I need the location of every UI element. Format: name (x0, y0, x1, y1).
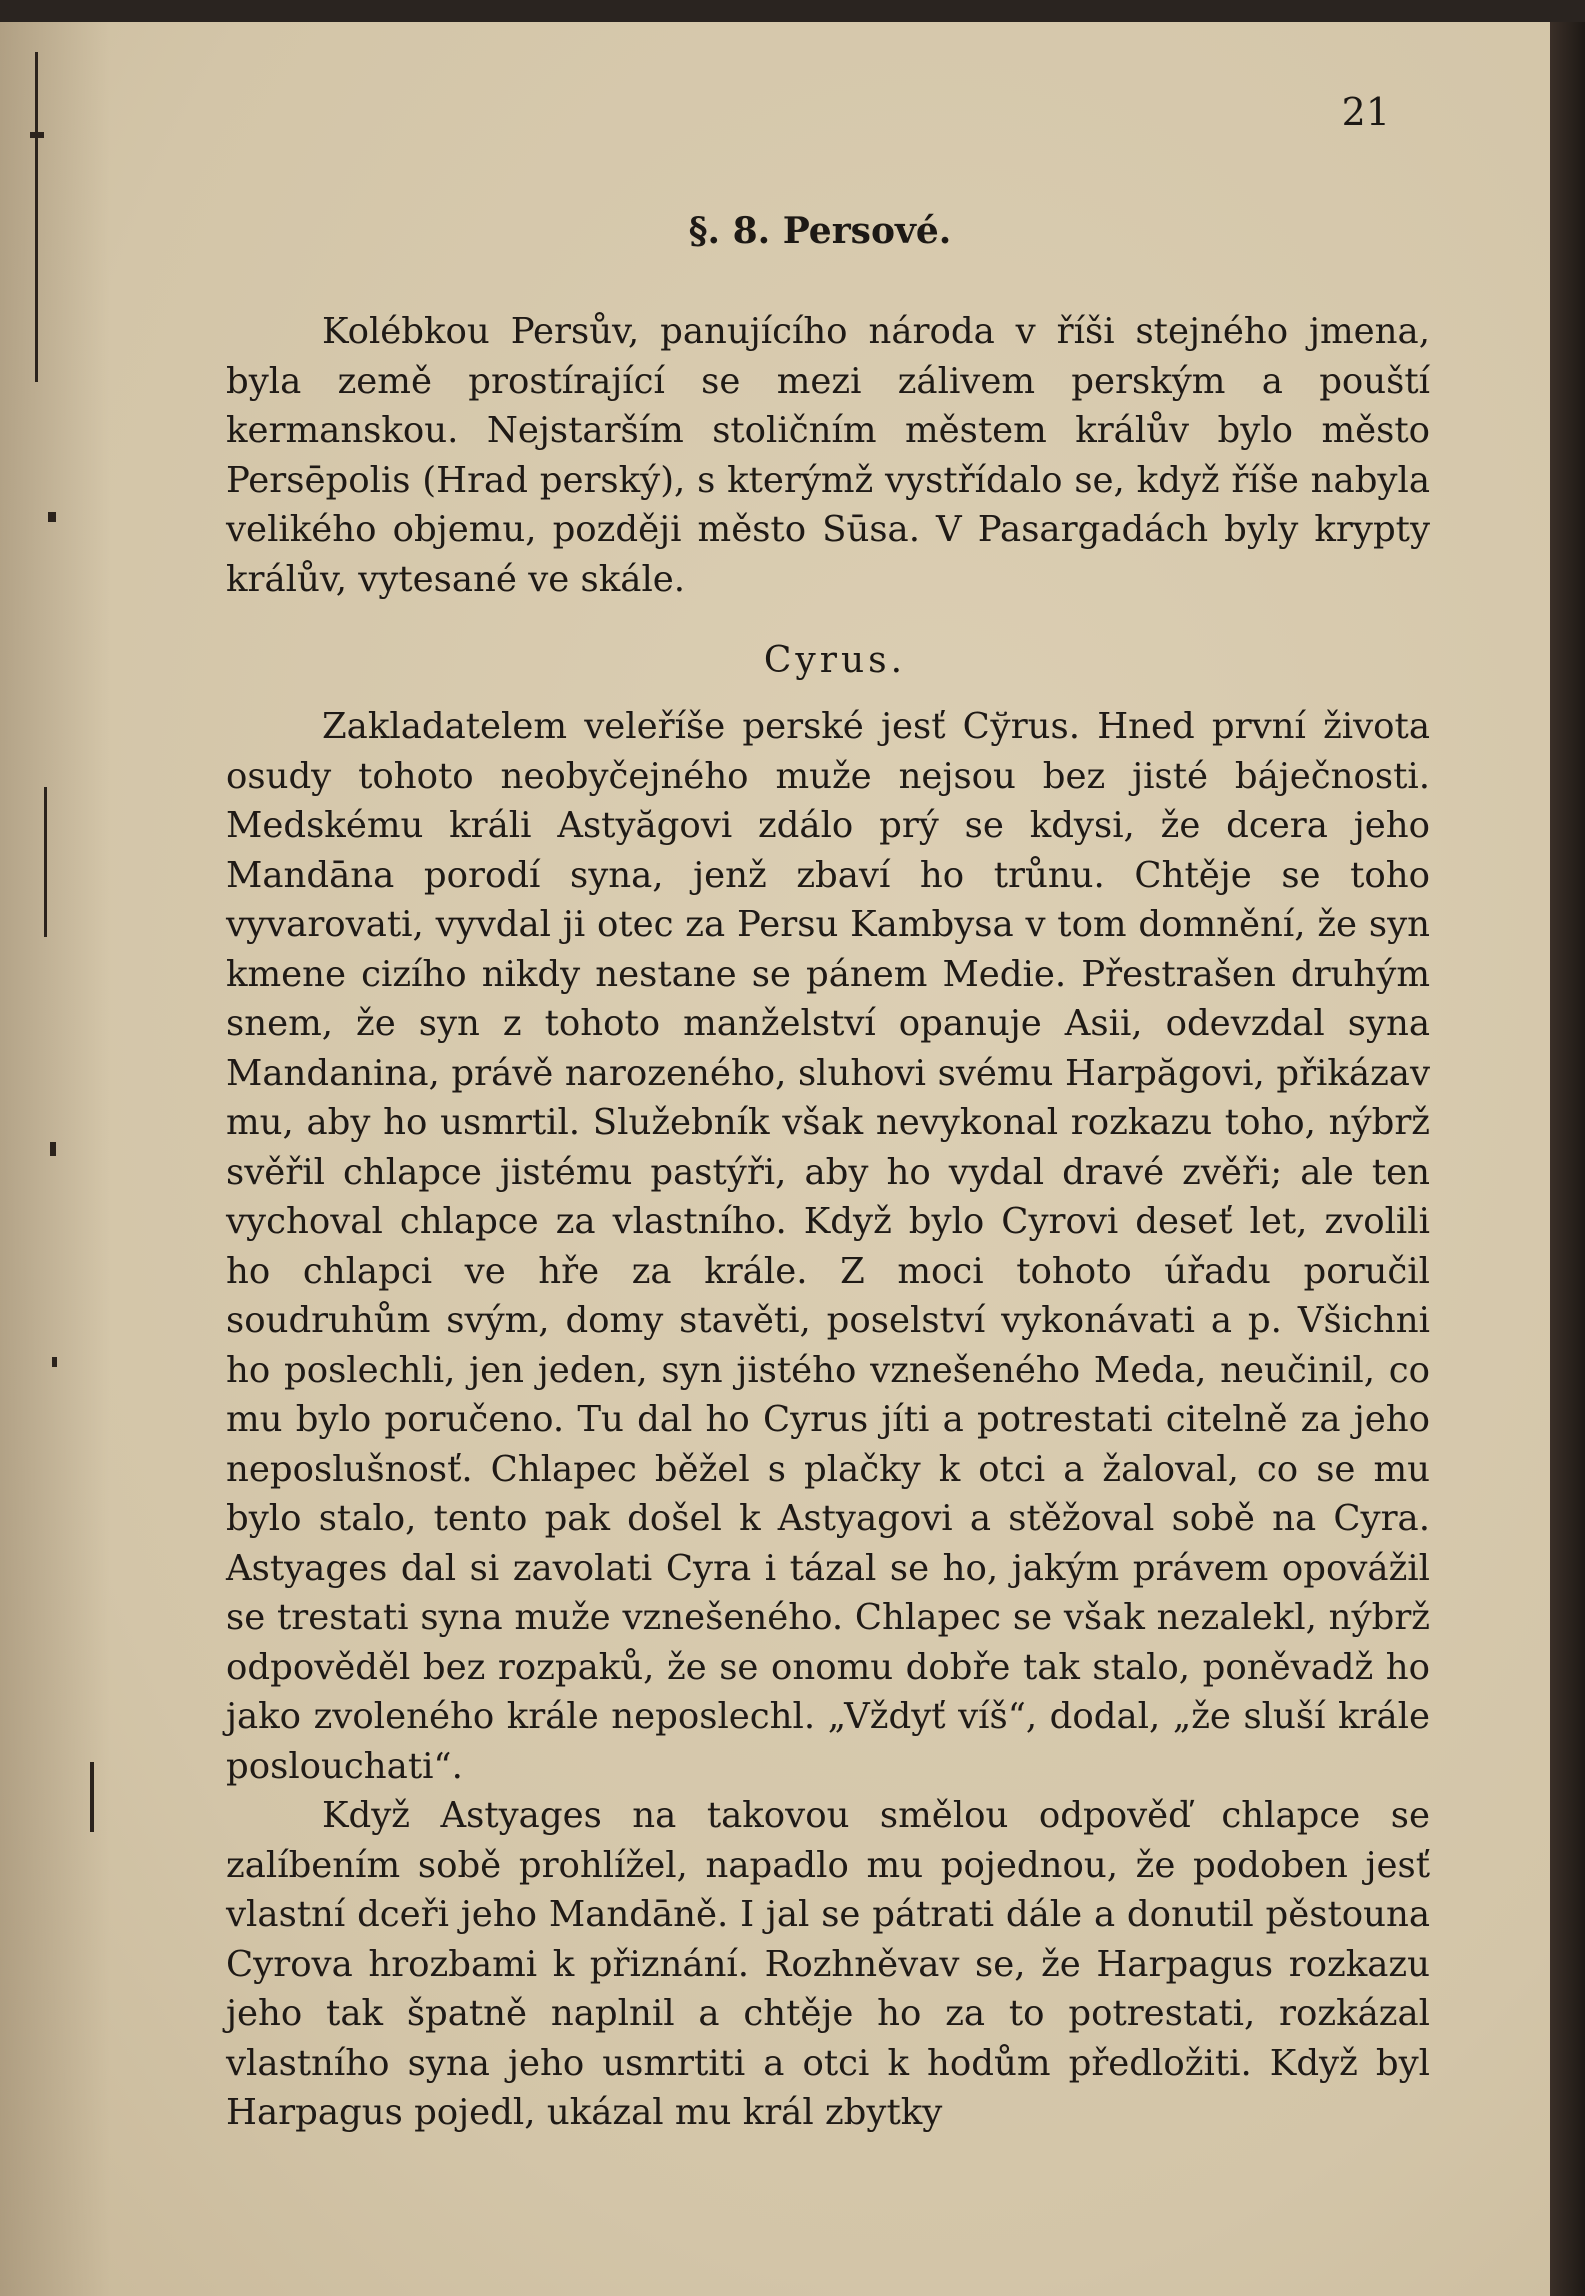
section-heading: §. 8. Persové. (688, 210, 952, 252)
page-edge (1550, 22, 1585, 2296)
body-text-intro (226, 307, 1430, 604)
margin-mark (44, 787, 47, 937)
gutter-shadow (0, 22, 110, 2296)
margin-mark (48, 512, 56, 522)
margin-mark (52, 1357, 57, 1367)
subheading: Cyrus. (763, 640, 907, 681)
body-text-main (226, 702, 1430, 2138)
margin-mark (90, 1762, 94, 1832)
paragraph: Zakladatelem veleříše perské jesť Cўrus. Hned první života osudy tohoto neobyčejného muže nejsou bez jisté báječnosti. Medskému králi Astyăgovi zdálo prý se kdysi, že dcera jeho Mandāna porodí syna, jenž zbaví ho trůnu. Chtěje se toho vyvarovati, vyvdal ji otec za Persu Kambysa v tom domnění, že syn kmene cizího nikdy nestane se pánem Medie. Přestrašen druhým snem, že syn z tohoto manželství opanuje Asii, odevzdal syna Mandanina, právě narozeného, sluhovi svému Harpăgovi, přikázav mu, aby ho usmrtil. Služebník však nevykonal rozkazu toho, nýbrž svěřil chlapce jistému pastýři, aby ho vydal dravé zvěři; ale ten vychoval chlapce za vlastního. Když bylo Cyrovi deseť let, zvolili ho chlapci ve hře za krále. Z moci tohoto úřadu poručil soudruhům svým, domy stavěti, poselství vykonávati a p. Všichni ho poslechli, jen jeden, syn jistého vznešeného Meda, neučinil, co mu bylo poručeno. Tu dal ho Cyrus jíti a potrestati citelně za jeho neposlušnosť. Chlapec běžel s plačky k otci a žaloval, co se mu bylo stalo, tento pak došel k Astyagovi a stěžoval sobě na Cyra. Astyages dal si zavolati Cyra i tázal se ho, jakým právem opovážil se trestati syna muže vznešeného. Chlapec se však nezalekl, nýbrž odpověděl bez rozpaků, že se onomu dobře tak stalo, poněvadž ho jako zvoleného krále neposlechl. „Vždyť víš“, dodal, „že sluší krále poslouchati“. (226, 706, 1430, 1787)
margin-mark (30, 132, 44, 138)
paragraph: Kolébkou Persův, panujícího národa v říši stejného jmena, byla země prostírající se mezi zálivem perským a pouští kermanskou. Nejstarším stoličním městem králův bylo město Persēpolis (Hrad perský), s kterýmž vystřídalo se, když říše nabyla velikého objemu, později město Sūsa. V Pasargadách byly krypty králův, vytesané ve skále. (226, 311, 1430, 600)
margin-mark (50, 1142, 56, 1156)
page-number: 21 (1341, 90, 1390, 134)
book-page (0, 22, 1550, 2296)
paragraph: Když Astyages na takovou smělou odpověď chlapce se zalíbením sobě prohlížel, napadlo mu pojednou, že podoben jesť vlastní dceři jeho Mandāně. I jal se pátrati dále a donutil pěstouna Cyrova hrozbami k přiznání. Rozhněvav se, že Harpagus rozkazu jeho tak špatně naplnil a chtěje ho za to potrestati, rozkázal vlastního syna jeho usmrtiti a otci k hodům předložiti. Když byl Harpagus pojedl, ukázal mu král zbytky (226, 1795, 1430, 2133)
